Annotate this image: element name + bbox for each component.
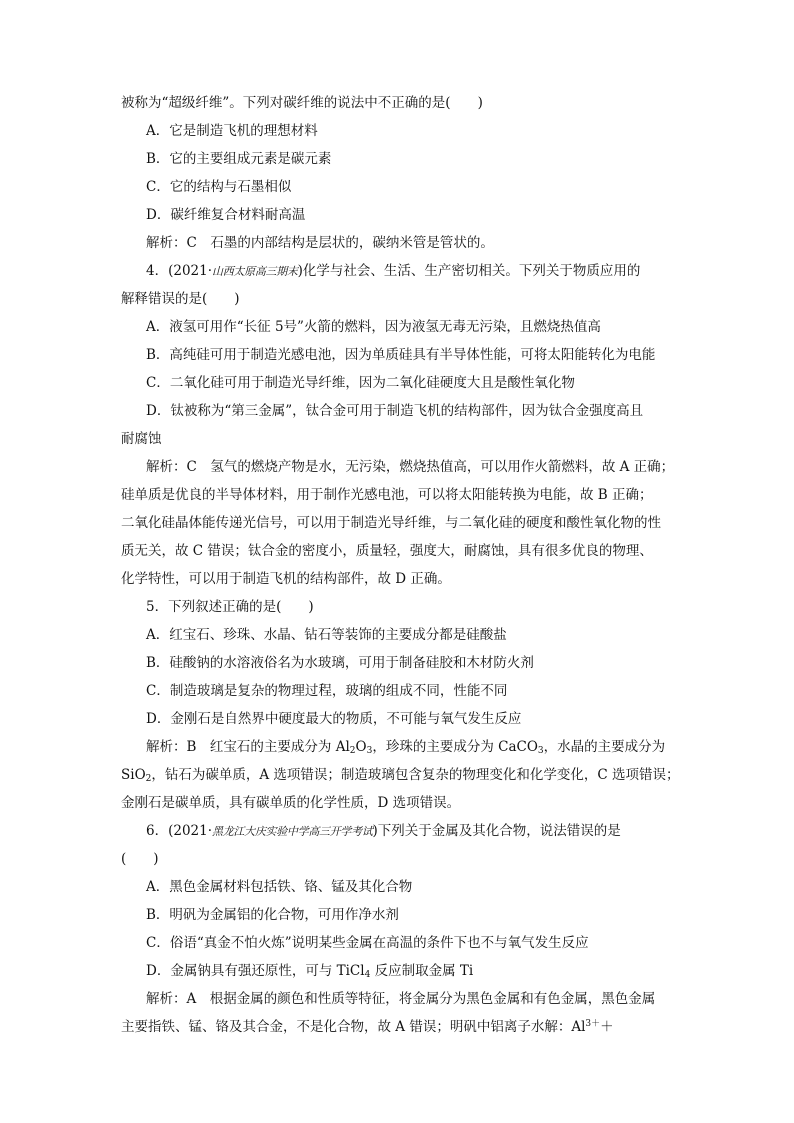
- q6-stem-text: )下列关于金属及其化合物，说法错误的是: [372, 823, 621, 839]
- q6-analysis-line-2: 主要指铁、锰、铬及其合金，不是化合物，故 A 错误；明矾中铝离子水解：$Al^{3+}+$: [121, 1019, 614, 1035]
- q4-option-d-continuation: 耐腐蚀: [121, 431, 162, 447]
- q4-option-d: D．钛被称为“第三金属”，钛合金可用于制造飞机的结构部件，因为钛合金强度高且: [146, 403, 644, 419]
- q4-option-b: B．高纯硅可用于制造光感电池，因为单质硅具有半导体性能，可将太阳能转化为电能: [146, 347, 656, 363]
- q5-option-c: C．制造玻璃是复杂的物理过程，玻璃的组成不同，性能不同: [146, 683, 508, 699]
- q4-option-c: C．二氧化硅可用于制造光导纤维，因为二氧化硅硬度大且是酸性氧化物: [146, 375, 575, 391]
- q6-option-a: A．黑色金属材料包括铁、铬、锰及其化合物: [146, 879, 413, 895]
- q6-stem-continuation: ( ): [121, 851, 159, 867]
- q5-option-b: B．硅酸钠的水溶液俗名为水玻璃，可用于制备硅胶和木材防火剂: [146, 655, 534, 671]
- q6-option-d: D．金属钠具有强还原性，可与 TiCl$_4$ 反应制取金属 Ti: [146, 963, 474, 980]
- q5-stem: 5．下列叙述正确的是( ): [146, 599, 314, 615]
- q4-stem-continuation: 解释错误的是( ): [121, 291, 240, 307]
- q6-stem: [146, 822, 621, 841]
- q4-source: 山西太原高三期末: [212, 265, 298, 278]
- q4-stem: [146, 262, 640, 281]
- q4-analysis-line-5: 化学特性，可以用于制造飞机的结构部件，故 D 正确。: [121, 571, 451, 587]
- q4-stem-text: )化学与社会、生活、生产密切相关。下列关于物质应用的: [297, 263, 641, 279]
- q4-analysis-line-2: 硅单质是优良的半导体材料，用于制作光感电池，可以将太阳能转换为电能，故 B 正确；: [121, 487, 653, 503]
- q3-option-a: A．它是制造飞机的理想材料: [146, 123, 318, 139]
- q4-option-a: A．液氢可用作“长征 5号”火箭的燃料，因为液氢无毒无污染，且燃烧热值高: [146, 319, 601, 335]
- q5-analysis-line-1: 解析：B 红宝石的主要成分为 $Al_2O_3$，珍珠的主要成分为 CaCO$_3$，水晶的主要成分为: [146, 739, 666, 756]
- q6-option-b: B．明矾为金属铝的化合物，可用作净水剂: [146, 907, 399, 923]
- q4-analysis-line-3: 二氧化硅晶体能传递光信号，可以用于制造光导纤维，与二氧化硅的硬度和酸性氧化物的性: [121, 515, 661, 531]
- q4-number: 4．(2021·: [146, 263, 213, 279]
- q3-option-d: D．碳纤维复合材料耐高温: [146, 207, 306, 223]
- q4-analysis-line-1: 解析：C 氢气的燃烧产物是水，无污染，燃烧热值高，可以用作火箭燃料，故 A 正确；: [146, 459, 675, 475]
- q4-analysis-line-4: 质无关，故 C 错误；钛合金的密度小，质量轻，强度大，耐腐蚀，具有很多优良的物理、: [121, 543, 653, 559]
- q3-option-c: C．它的结构与石墨相似: [146, 179, 292, 195]
- q6-option-c: C．俗语“真金不怕火炼”说明某些金属在高温的条件下也不与氧气发生反应: [146, 935, 589, 951]
- q5-analysis-line-3: 金刚石是碳单质，具有碳单质的化学性质，D 选项错误。: [121, 795, 461, 811]
- q5-analysis-line-2: SiO$_2$，钻石为碳单质，A 选项错误；制造玻璃包含复杂的物理变化和化学变化，C 选项错误；: [121, 767, 680, 784]
- q5-option-d: D．金刚石是自然界中硬度最大的物质，不可能与氧气发生反应: [146, 711, 522, 727]
- q5-option-a: A．红宝石、珍珠、水晶、钻石等装饰的主要成分都是硅酸盐: [146, 627, 507, 643]
- q3-analysis: 解析：C 石墨的内部结构是层状的，碳纳米管是管状的。: [146, 235, 494, 251]
- q3-stem-continuation: 被称为“超级纤维”。下列对碳纤维的说法中不正确的是( ): [121, 95, 483, 111]
- q6-number: 6．(2021·: [146, 823, 213, 839]
- q3-option-b: B．它的主要组成元素是碳元素: [146, 151, 332, 167]
- q6-source: 黑龙江大庆实验中学高三开学考试: [212, 825, 373, 838]
- q6-analysis-line-1: 解析：A 根据金属的颜色和性质等特征，将金属分为黑色金属和有色金属，黑色金属: [146, 991, 656, 1007]
